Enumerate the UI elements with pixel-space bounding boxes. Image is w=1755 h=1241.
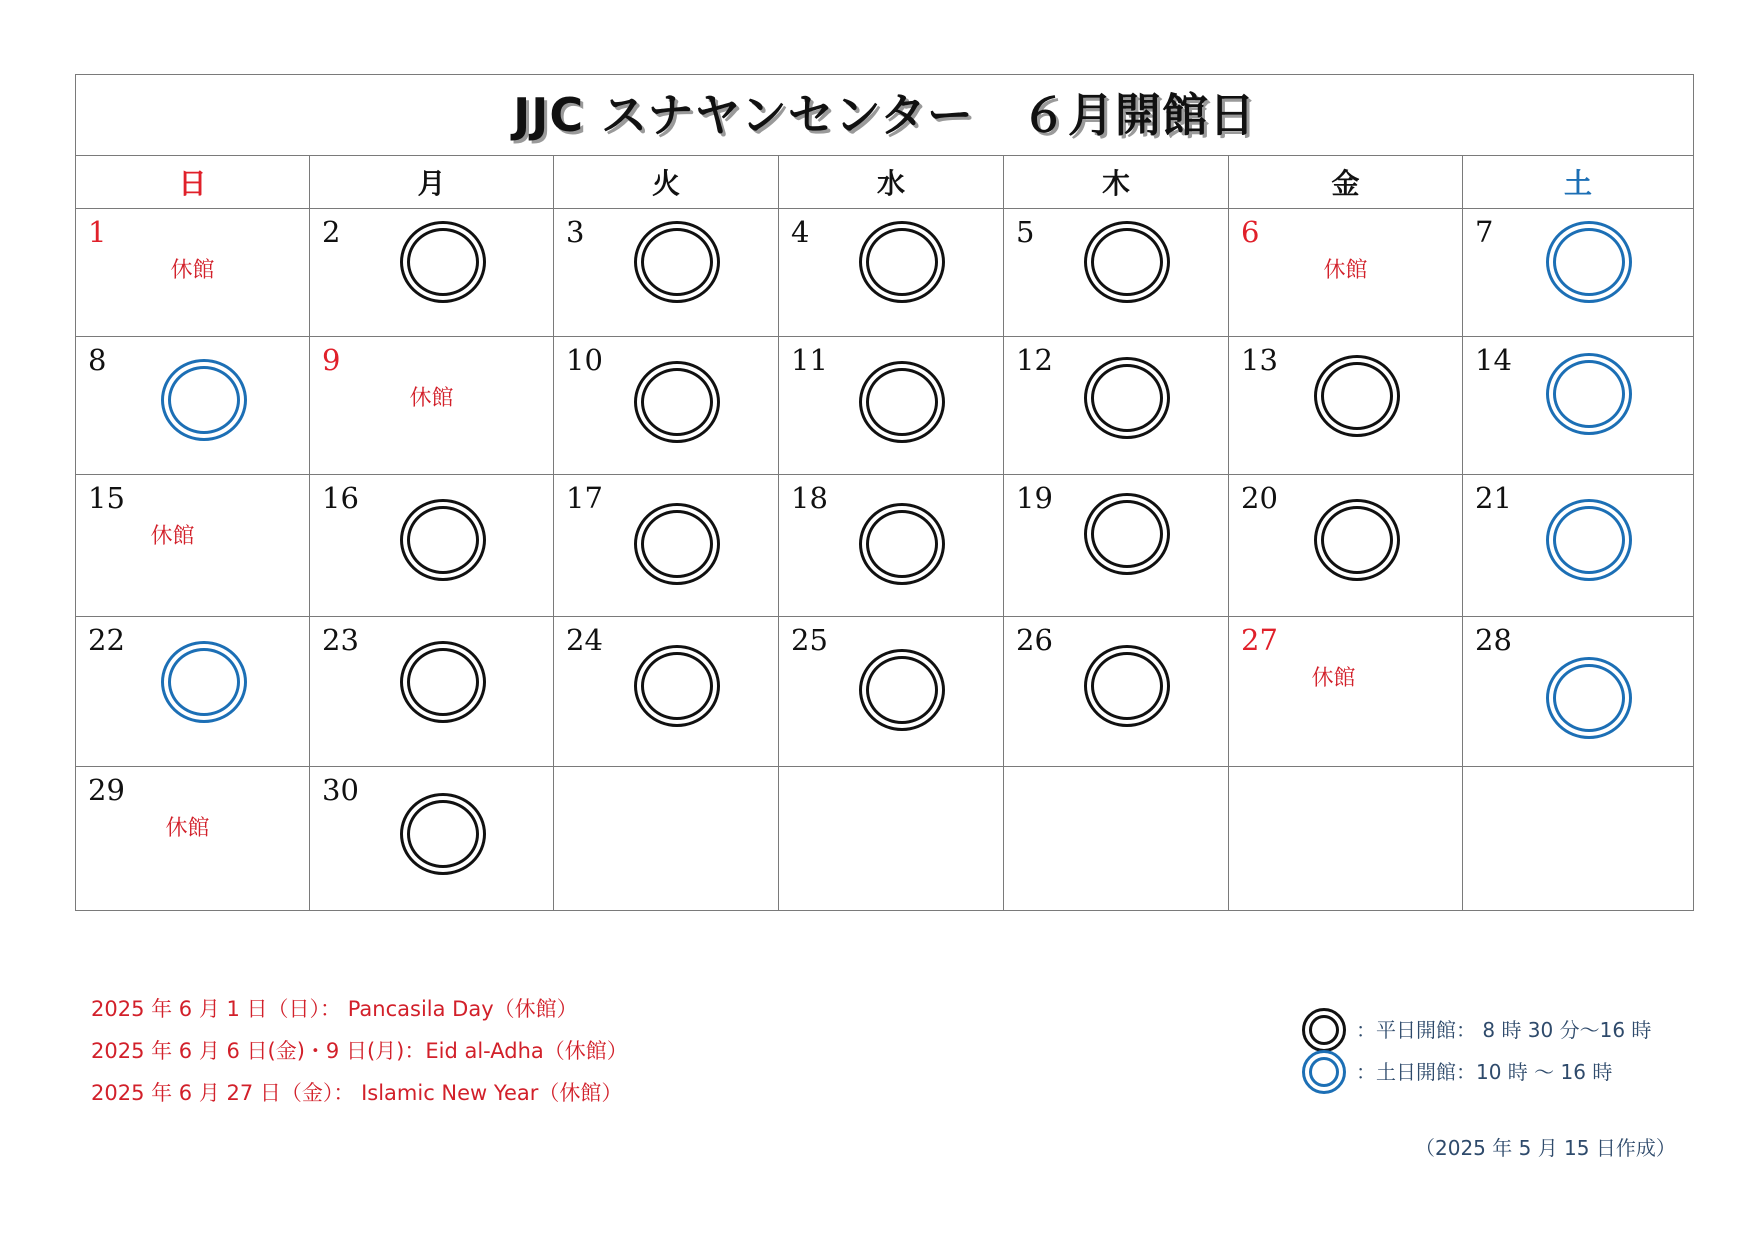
day-number: 8 [88, 343, 107, 377]
weekday-fri: 金 [1229, 156, 1463, 209]
weekday-open-circle-icon [1084, 221, 1170, 303]
weekday-open-circle-icon [1084, 645, 1170, 727]
weekday-open-circle-icon [400, 793, 486, 875]
day-number: 3 [566, 215, 585, 249]
day-cell-8 [76, 337, 310, 475]
week-row [76, 617, 1694, 767]
day-cell-15 [76, 475, 310, 617]
day-cell-2 [310, 209, 554, 337]
week-row [76, 337, 1694, 475]
day-cell-24 [554, 617, 779, 767]
day-number: 4 [791, 215, 810, 249]
weekday-thu: 木 [1004, 156, 1229, 209]
weekday-open-circle-icon [859, 649, 945, 731]
day-number: 21 [1475, 481, 1512, 515]
day-cell-26 [1004, 617, 1229, 767]
day-cell-11 [779, 337, 1004, 475]
day-number: 30 [322, 773, 359, 807]
day-number: 26 [1016, 623, 1053, 657]
day-cell-1 [76, 209, 310, 337]
day-cell-17 [554, 475, 779, 617]
weekend-open-circle-icon [1546, 499, 1632, 581]
weekend-open-circle-icon [1546, 353, 1632, 435]
day-cell-19 [1004, 475, 1229, 617]
weekday-open-circle-icon [400, 221, 486, 303]
holiday-note: 2025 年 6 月 6 日(金)・9 日(月)：Eid al-Adha（休館） [91, 1039, 628, 1063]
day-cell-22 [76, 617, 310, 767]
day-cell-7 [1463, 209, 1694, 337]
day-cell-5 [1004, 209, 1229, 337]
day-number: 27 [1241, 623, 1278, 657]
day-cell-25 [779, 617, 1004, 767]
day-number: 14 [1475, 343, 1512, 377]
closed-label: 休館 [165, 816, 210, 841]
day-cell-3 [554, 209, 779, 337]
legend-weekend-text: ：土日開館：10 時 ～ 16 時 [1356, 1060, 1613, 1084]
holiday-notes [91, 994, 628, 1120]
weekday-wed: 水 [779, 156, 1004, 209]
day-number: 28 [1475, 623, 1512, 657]
weekday-open-circle-icon [634, 645, 720, 727]
weekend-open-circle-icon [1546, 657, 1632, 739]
legend [1302, 1010, 1651, 1094]
day-cell-21 [1463, 475, 1694, 617]
day-cell-16 [310, 475, 554, 617]
day-number: 13 [1241, 343, 1278, 377]
day-cell-18 [779, 475, 1004, 617]
day-number: 10 [566, 343, 603, 377]
closed-label: 休館 [1323, 258, 1368, 283]
day-number: 15 [88, 481, 125, 515]
day-number: 11 [791, 343, 828, 377]
closed-label: 休館 [170, 258, 215, 283]
day-number: 7 [1475, 215, 1494, 249]
day-cell-14 [1463, 337, 1694, 475]
weekday-open-circle-icon [400, 499, 486, 581]
day-cell-29 [76, 767, 310, 911]
day-number: 9 [322, 343, 341, 377]
weekday-sat: 土 [1463, 156, 1694, 209]
calendar-title: JJC スナヤンセンター ６月開館日 [513, 88, 1256, 142]
day-cell-28 [1463, 617, 1694, 767]
day-number: 18 [791, 481, 828, 515]
day-cell-30 [310, 767, 554, 911]
weekday-open-circle-icon [634, 503, 720, 585]
created-date: （2025 年 5 月 15 日作成） [1415, 1136, 1676, 1160]
day-number: 2 [322, 215, 341, 249]
weekday-header-row [76, 156, 1694, 209]
day-number: 17 [566, 481, 603, 515]
empty-cell [554, 767, 779, 911]
weekday-open-circle-icon [859, 221, 945, 303]
legend-weekday [1302, 1010, 1651, 1052]
empty-cell [1229, 767, 1463, 911]
week-row [76, 209, 1694, 337]
weekday-open-circle-icon [859, 503, 945, 585]
closed-label: 休館 [1311, 666, 1356, 691]
day-cell-20 [1229, 475, 1463, 617]
weekday-open-circle-icon [400, 641, 486, 723]
empty-cell [779, 767, 1004, 911]
weekday-open-circle-icon [634, 221, 720, 303]
day-number: 19 [1016, 481, 1053, 515]
weekend-open-circle-icon [161, 641, 247, 723]
week-row [76, 475, 1694, 617]
weekday-mon: 月 [310, 156, 554, 209]
weekday-open-circle-icon [1314, 355, 1400, 437]
day-cell-9 [310, 337, 554, 475]
calendar-table [75, 74, 1694, 911]
weekday-open-circle-icon [1314, 499, 1400, 581]
closed-label: 休館 [409, 386, 454, 411]
day-number: 24 [566, 623, 603, 657]
day-cell-4 [779, 209, 1004, 337]
closed-label: 休館 [150, 524, 195, 549]
weekday-sun: 日 [76, 156, 310, 209]
day-cell-23 [310, 617, 554, 767]
weekday-open-circle-icon [1084, 493, 1170, 575]
legend-weekday-text: ：平日開館： 8 時 30 分～16 時 [1356, 1018, 1652, 1042]
day-number: 20 [1241, 481, 1278, 515]
day-number: 22 [88, 623, 125, 657]
weekend-open-circle-icon [1546, 221, 1632, 303]
weekday-open-circle-icon [1302, 1008, 1346, 1052]
weekend-open-circle-icon [1302, 1050, 1346, 1094]
day-number: 6 [1241, 215, 1260, 249]
weekday-open-circle-icon [1084, 357, 1170, 439]
day-number: 23 [322, 623, 359, 657]
day-cell-6 [1229, 209, 1463, 337]
weekend-open-circle-icon [161, 359, 247, 441]
holiday-note: 2025 年 6 月 27 日（金）： Islamic New Year（休館） [91, 1081, 623, 1105]
legend-weekend [1302, 1052, 1651, 1094]
day-number: 29 [88, 773, 125, 807]
day-number: 5 [1016, 215, 1035, 249]
day-number: 16 [322, 481, 359, 515]
day-cell-12 [1004, 337, 1229, 475]
weekday-open-circle-icon [634, 361, 720, 443]
day-cell-13 [1229, 337, 1463, 475]
day-cell-10 [554, 337, 779, 475]
day-number: 1 [88, 215, 107, 249]
week-row [76, 767, 1694, 911]
day-number: 25 [791, 623, 828, 657]
title-cell [76, 75, 1694, 156]
weekday-tue: 火 [554, 156, 779, 209]
weekday-open-circle-icon [859, 361, 945, 443]
empty-cell [1004, 767, 1229, 911]
empty-cell [1463, 767, 1694, 911]
day-number: 12 [1016, 343, 1053, 377]
day-cell-27 [1229, 617, 1463, 767]
holiday-note: 2025 年 6 月 1 日（日）： Pancasila Day（休館） [91, 997, 578, 1021]
